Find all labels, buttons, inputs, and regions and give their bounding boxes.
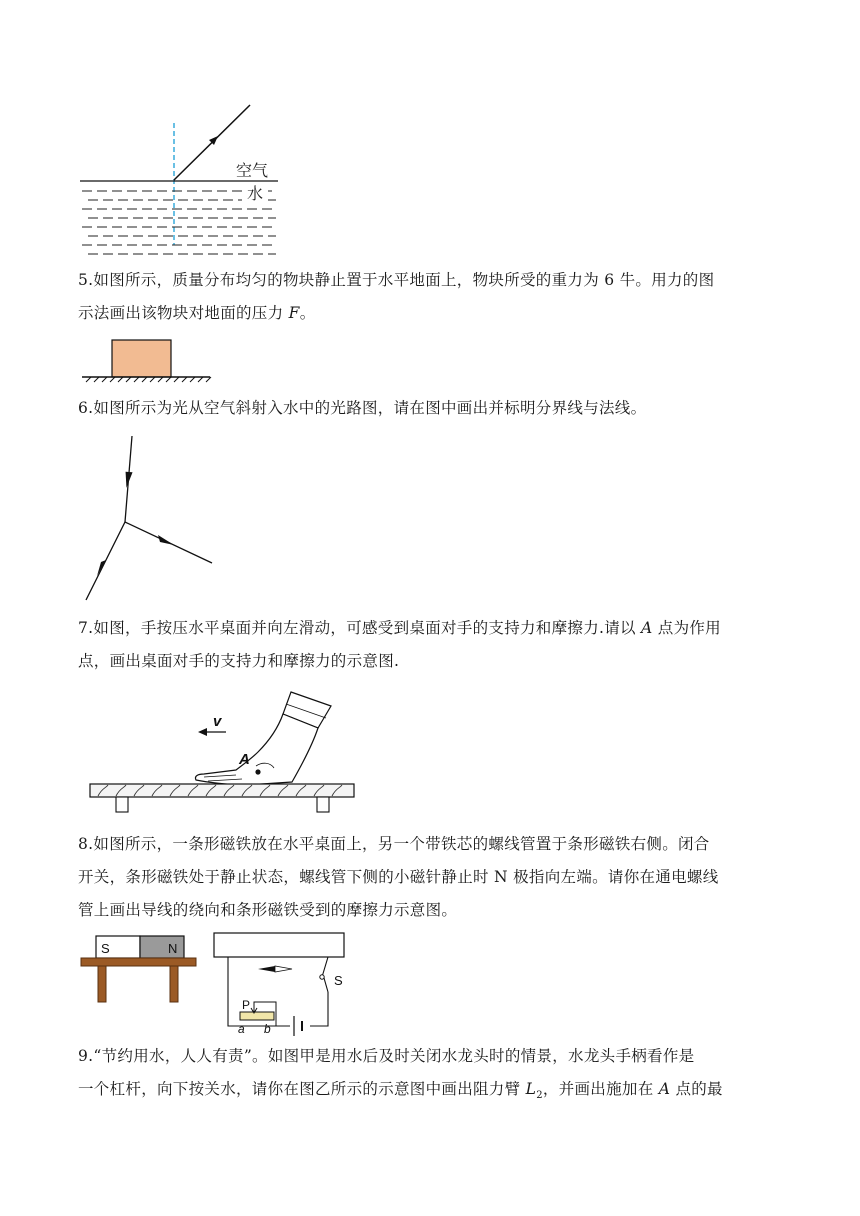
magnet-solenoid-figure: [78, 930, 358, 1040]
q9-line-1: 9.“节约用水，人人有责”。如图甲是用水后及时关闭水龙头时的情景，水龙头手柄看作是: [78, 1047, 695, 1065]
magnet-n-half: [140, 936, 184, 958]
compass-needle-s: [275, 966, 292, 972]
desk-leg-left: [116, 797, 128, 812]
label-a: a: [238, 1022, 245, 1036]
desk-leg-right: [317, 797, 329, 812]
label-v: v: [213, 713, 222, 730]
label-A: A: [239, 751, 250, 768]
table-top: [81, 958, 196, 966]
hand-on-desk-figure: [86, 684, 361, 819]
q7-line-2: 点，画出桌面对手的支持力和摩擦力的示意图.: [78, 652, 400, 670]
q6-line-1: 6.如图所示为光从空气斜射入水中的光路图，请在图中画出并标明分界线与法线。: [78, 399, 647, 417]
q8-line-2: 开关，条形磁铁处于静止状态，螺线管下侧的小磁针静止时 N 极指向左端。请你在通电螺线: [78, 868, 719, 886]
rheostat: [240, 1012, 274, 1020]
table-leg-left: [98, 966, 106, 1002]
magnet-s-label: S: [101, 941, 110, 956]
q5-line-1: 5.如图所示，质量分布均匀的物块静止置于水平地面上，物块所受的重力为 6 牛。用力的图: [78, 271, 715, 289]
water-refraction-figure: [70, 95, 290, 260]
switch-label: S: [334, 973, 343, 988]
velocity-arrowhead: [198, 728, 207, 736]
label-b: b: [264, 1022, 271, 1036]
switch-blade: [324, 978, 328, 992]
q9-line-2: 一个杠杆，向下按关水，请你在图乙所示的示意图中画出阻力臂 $L_2$，并画出施加在 A 点的最: [78, 1080, 723, 1102]
light-path-figure: [80, 432, 220, 604]
q8-line-3: 管上画出导线的绕向和条形磁铁受到的摩擦力示意图。: [78, 901, 458, 919]
q7-line-1: 7.如图，手按压水平桌面并向左滑动，可感受到桌面对手的支持力和摩擦力.请以 A 点为作用: [78, 619, 721, 637]
point-A: [255, 769, 260, 774]
solenoid: [214, 933, 344, 957]
q5-line-2: 示法画出该物块对地面的压力 F。: [78, 304, 316, 322]
block: [112, 340, 171, 377]
compass-needle-n: [258, 966, 275, 972]
question-8: [78, 828, 778, 927]
magnet-n-label: N: [168, 941, 178, 956]
question-7: [78, 612, 778, 678]
label-air: 空气: [236, 163, 269, 180]
block-on-ground-figure: [78, 334, 218, 384]
q8-line-1: 8.如图所示，一条形磁铁放在水平桌面上，另一个带铁芯的螺线管置于条形磁铁右侧。闭合: [78, 835, 710, 853]
question-5: [78, 264, 778, 330]
label-P: P: [242, 998, 251, 1012]
question-9: [78, 1040, 778, 1112]
question-6: [78, 392, 778, 425]
table-leg-right: [170, 966, 178, 1002]
refracted-ray: [86, 522, 125, 600]
label-water: 水: [247, 186, 264, 203]
ground-hatching: [86, 377, 211, 382]
